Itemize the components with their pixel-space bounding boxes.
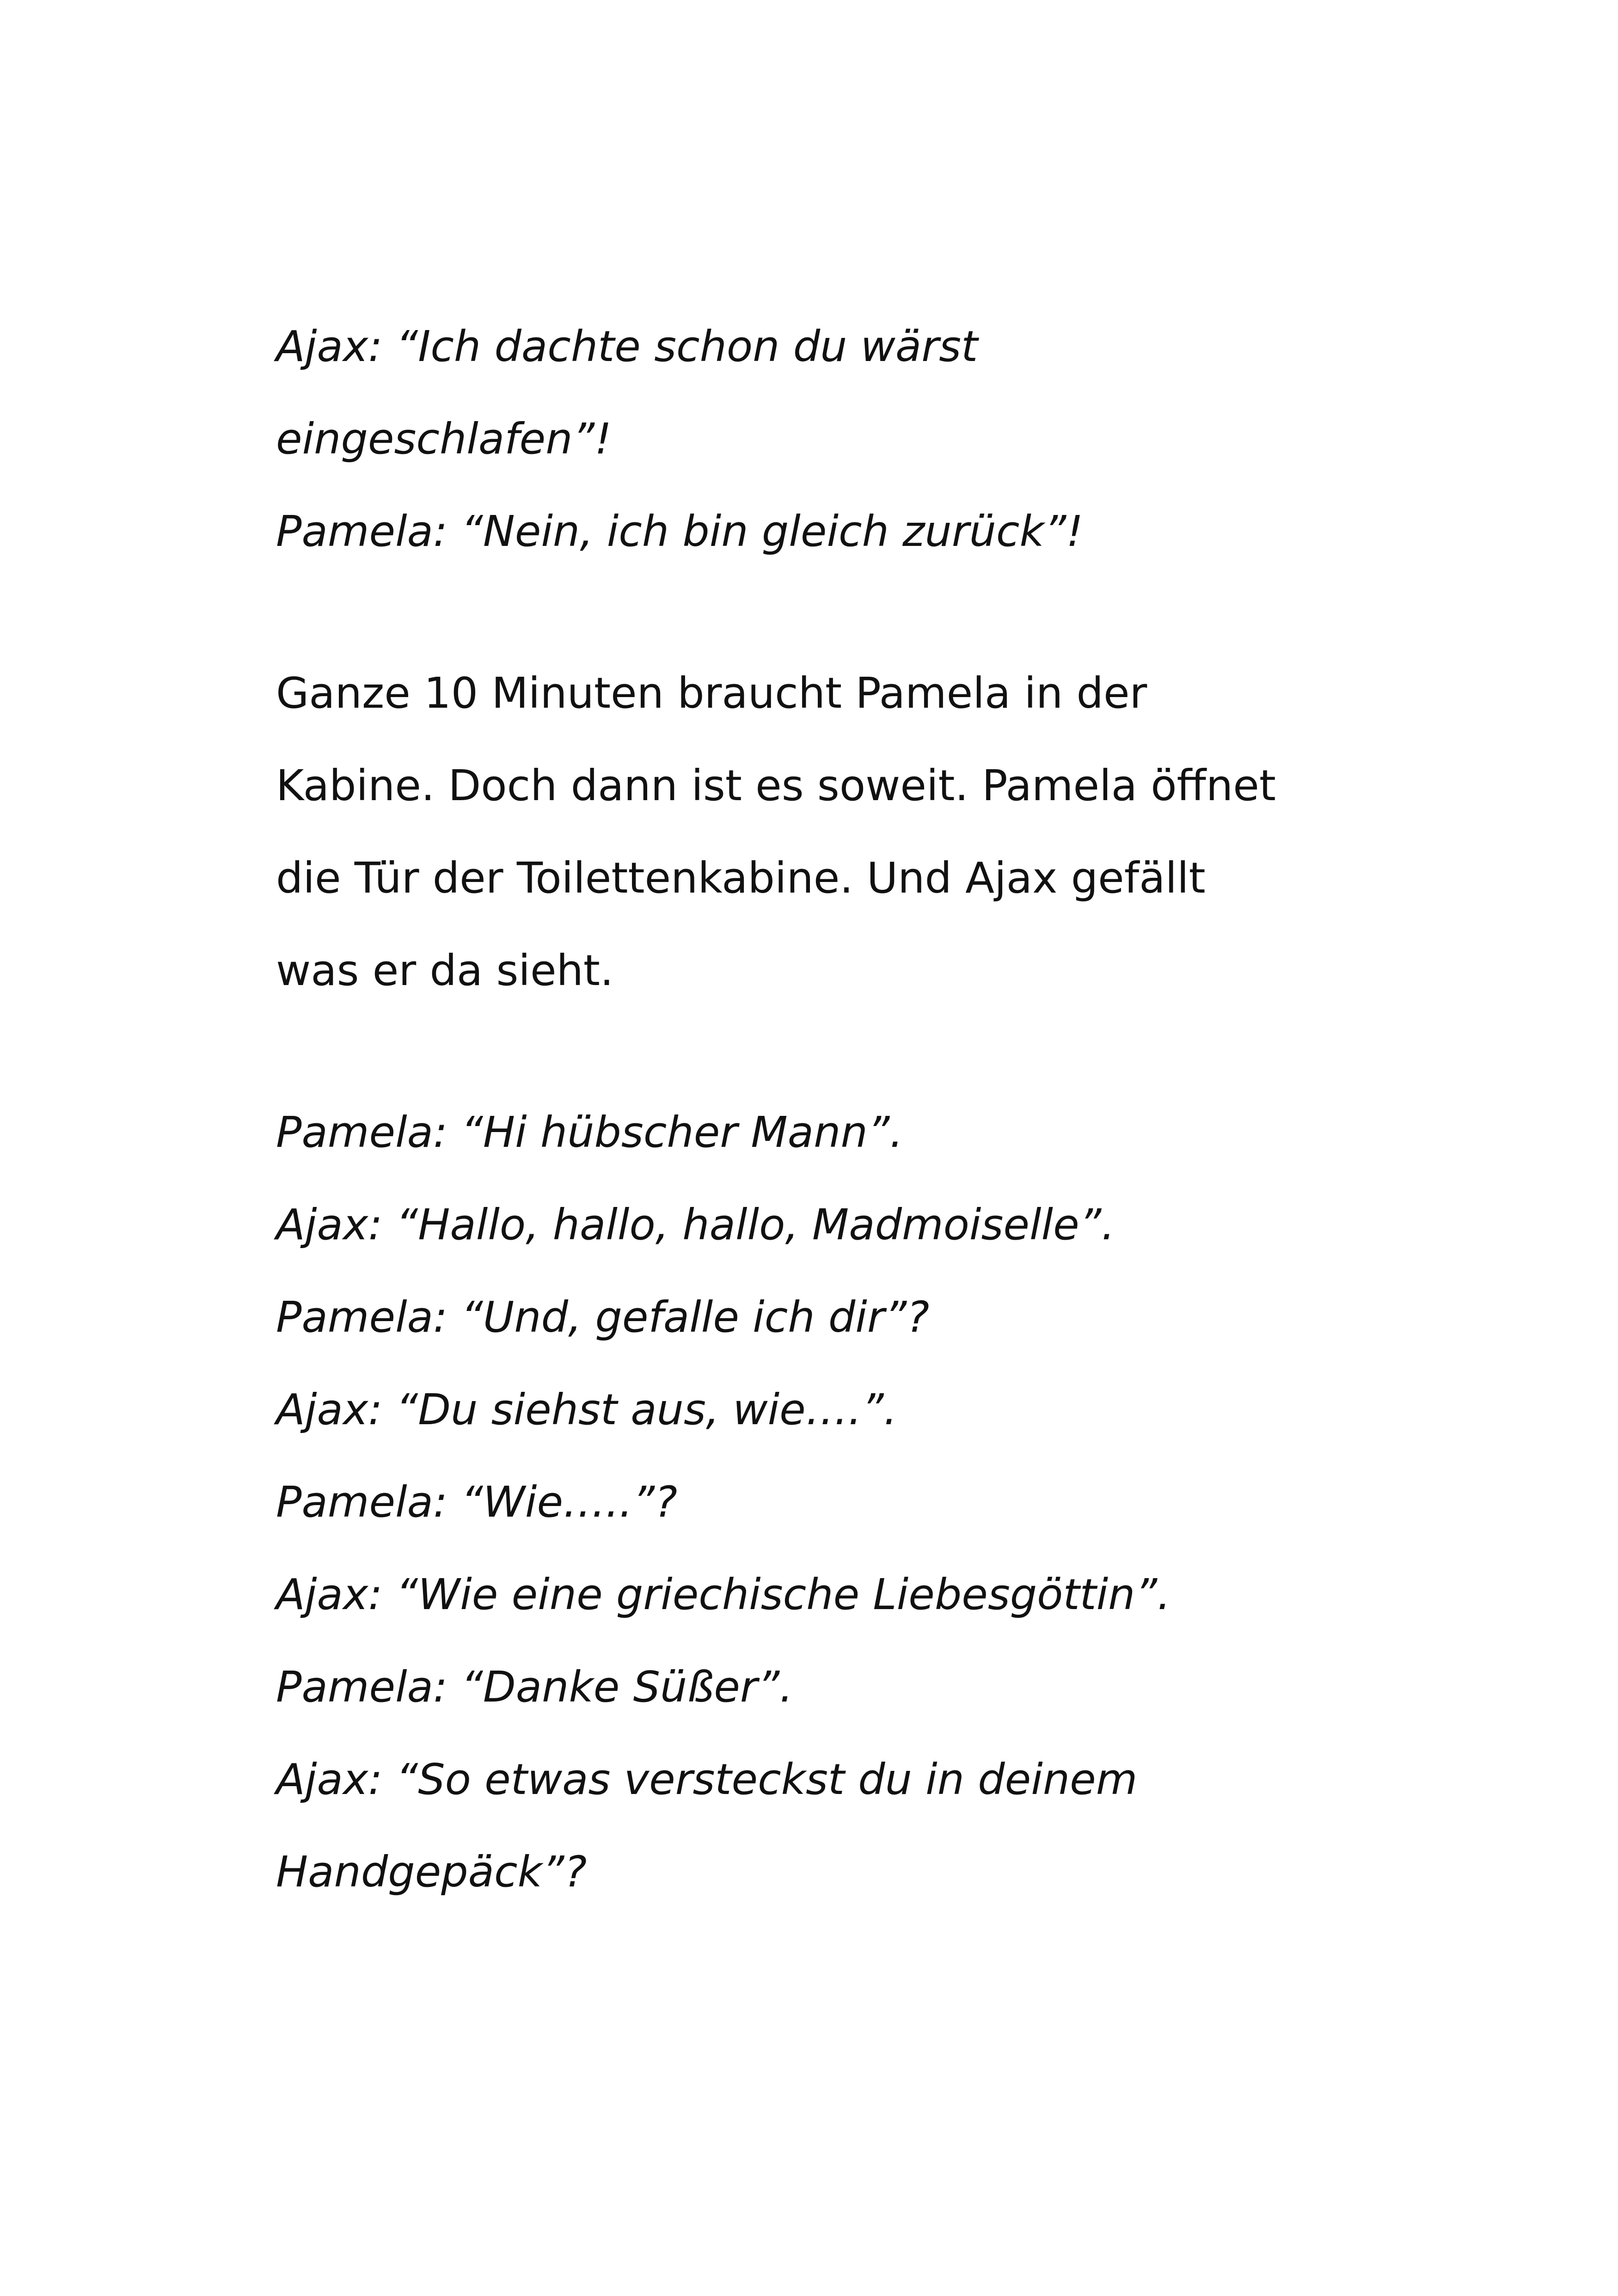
dialogue-line: Handgepäck”? [276, 1847, 587, 1897]
narration-line: die Tür der Toilettenkabine. Und Ajax gefällt [276, 853, 1206, 903]
dialogue-line: Pamela: “Und, gefalle ich dir”? [276, 1292, 930, 1342]
narration-line: Ganze 10 Minuten braucht Pamela in der [276, 668, 1147, 718]
dialogue-line: Pamela: “Danke Süßer”. [276, 1662, 793, 1712]
dialogue-line: eingeschlafen”! [276, 414, 612, 464]
dialogue-line: Ajax: “Du siehst aus, wie….”. [276, 1385, 897, 1434]
dialogue-line: Pamela: “Hi hübscher Mann”. [276, 1108, 903, 1157]
dialogue-line: Pamela: “Nein, ich bin gleich zurück”! [276, 507, 1084, 556]
dialogue-line: Ajax: “So etwas versteckst du in deinem [276, 1755, 1138, 1804]
dialogue-line: Ajax: “Ich dachte schon du wärst [276, 322, 978, 371]
narration-line: Kabine. Doch dann ist es soweit. Pamela öffnet [276, 761, 1276, 810]
narration-line: was er da sieht. [276, 946, 614, 995]
dialogue-line: Ajax: “Wie eine griechische Liebesgöttin”. [276, 1570, 1171, 1619]
dialogue-line: Ajax: “Hallo, hallo, hallo, Madmoiselle”. [276, 1200, 1115, 1249]
dialogue-line: Pamela: “Wie…..”? [276, 1477, 678, 1527]
